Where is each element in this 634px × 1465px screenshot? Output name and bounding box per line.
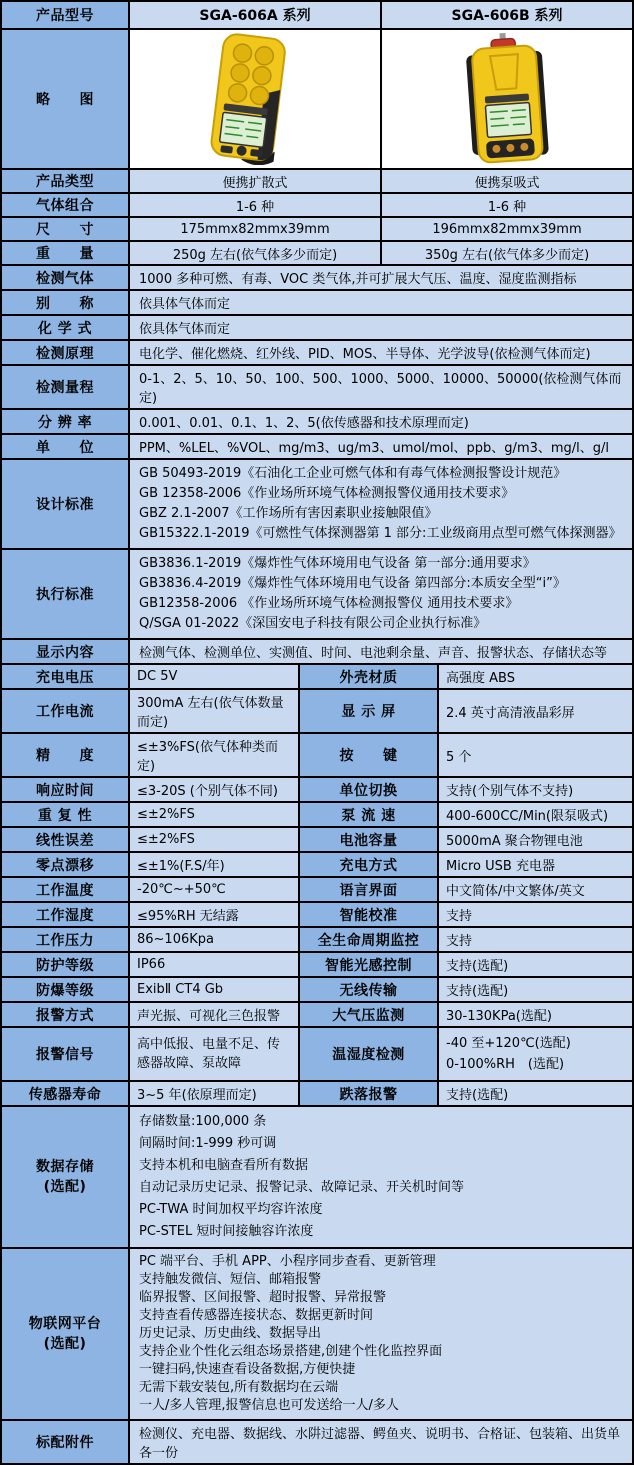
iot-line: 临界报警、区间报警、超时报警、异常报警: [139, 1290, 387, 1305]
row-value: 依具体气体而定: [130, 316, 632, 339]
row-label: 气体组合: [2, 194, 130, 216]
spec-row-working-humidity: [2, 903, 632, 928]
spec-row-resolution: [2, 410, 632, 435]
row-value-b: 196mmx82mmx39mm: [382, 218, 632, 240]
row-label: 智能校准: [300, 903, 439, 926]
spec-row-product-type: [2, 170, 632, 194]
row-value-a: 便携扩散式: [130, 170, 382, 192]
label-line: 物联网平台: [28, 1316, 102, 1332]
row-value: 86~106Kpa: [130, 928, 300, 951]
row-label: 尺 寸: [2, 218, 130, 240]
row-label: 标配附件: [2, 1421, 130, 1463]
data-storage-list: [130, 1107, 632, 1247]
spec-row-repeatability: [2, 803, 632, 828]
row-label: 大气压监测: [300, 1003, 439, 1026]
header-series-b: SGA-606B 系列: [382, 2, 632, 28]
standard-line: GBZ 2.1-2007《工作场所有害因素职业接触限值》: [139, 506, 438, 521]
spec-row-design-standards: [2, 460, 632, 550]
spec-row-alarm-signal: [2, 1028, 632, 1082]
row-label: 报警方式: [2, 1003, 130, 1026]
row-value: 1000 多种可燃、有毒、VOC 类气体,并可扩展大气压、温度、湿度监测指标: [130, 266, 632, 289]
row-label: 按 键: [300, 734, 439, 776]
row-label: [2, 1249, 130, 1419]
iot-line: PC 端平台、手机 APP、小程序同步查看、更新管理: [139, 1254, 436, 1269]
row-label: 工作压力: [2, 928, 130, 951]
row-label: 线性误差: [2, 828, 130, 851]
row-value: 3~5 年(依原理而定): [130, 1082, 300, 1105]
row-value: Micro USB 充电器: [439, 853, 632, 876]
row-value-b: 350g 左右(依气体多少而定): [382, 242, 632, 264]
row-value: 高中低报、电量不足、传感器故障、泵故障: [130, 1028, 300, 1080]
spec-row-accuracy: [2, 734, 632, 778]
row-value: 支持(选配): [439, 1082, 632, 1105]
row-value-a: 250g 左右(依气体多少而定): [130, 242, 382, 264]
row-value: ≤±3%FS(依气体种类而定): [130, 734, 300, 776]
row-label: 温湿度检测: [300, 1028, 439, 1080]
row-label: 单位切换: [300, 778, 439, 801]
row-label: 传感器寿命: [2, 1082, 130, 1105]
row-value: 检测仪、充电器、数据线、水阱过滤器、鳄鱼夹、说明书、合格证、包装箱、出货单各一份: [130, 1421, 632, 1463]
spec-row-iot-platform: [2, 1249, 632, 1421]
spec-row-detection-principle: [2, 341, 632, 366]
row-value-b: 便携泵吸式: [382, 170, 632, 192]
row-value: -20℃~+50℃: [130, 878, 300, 901]
iot-platform-list: [130, 1249, 632, 1419]
product-image-b-cell: [382, 30, 632, 168]
row-value: ≤95%RH 无结露: [130, 903, 300, 926]
row-label: 外壳材质: [300, 665, 439, 688]
spec-row-gas-combination: [2, 194, 632, 218]
row-value: 5000mA 聚合物锂电池: [439, 828, 632, 851]
row-value: PPM、%LEL、%VOL、mg/m3、ug/m3、umol/mol、ppb、g/m3、mg/l、g/l: [130, 435, 632, 458]
standard-line: GB12358-2006 《作业场所环境气体检测报警仪 通用技术要求》: [139, 596, 519, 611]
standard-line: Q/SGA 01-2022《深国安电子科技有限公司企业执行标准》: [139, 616, 487, 631]
row-value: 中文简体/中文繁体/英文: [439, 878, 632, 901]
spec-row-linearity-error: [2, 828, 632, 853]
spec-row-protection-rating: [2, 953, 632, 978]
row-value: 30-130KPa(选配): [439, 1003, 632, 1026]
row-label: 泵 流 速: [300, 803, 439, 826]
row-value: ≤±2%FS: [130, 828, 300, 851]
header-series-a: SGA-606A 系列: [130, 2, 382, 28]
row-value-b: 1-6 种: [382, 194, 632, 216]
spec-row-response-time: [2, 778, 632, 803]
row-value: IP66: [130, 953, 300, 976]
spec-row-alarm-mode: [2, 1003, 632, 1028]
iot-line: 无需下载安装包,所有数据均在云端: [139, 1380, 339, 1395]
row-label: 防护等级: [2, 953, 130, 976]
row-value: [439, 1028, 632, 1080]
row-label: 别 称: [2, 291, 130, 314]
iot-line: 一人/多人管理,报警信息也可发送给一人/多人: [139, 1398, 399, 1413]
row-label: 语言界面: [300, 878, 439, 901]
spec-row-accessories: [2, 1421, 632, 1463]
row-label: 产品类型: [2, 170, 130, 192]
spec-row-working-current: [2, 690, 632, 734]
row-value: 支持(选配): [439, 953, 632, 976]
row-label: 重 量: [2, 242, 130, 264]
spec-row-charge-voltage: [2, 665, 632, 690]
row-value: DC 5V: [130, 665, 300, 688]
row-value: 300mA 左右(依气体数量而定): [130, 690, 300, 732]
value-line: -40 至+120℃(选配): [446, 1036, 571, 1051]
spec-row-exec-standards: [2, 550, 632, 640]
storage-line: PC-TWA 时间加权平均容许浓度: [139, 1202, 323, 1217]
spec-row-detection-range: [2, 366, 632, 410]
row-label: 跌落报警: [300, 1082, 439, 1105]
row-value: 5 个: [439, 734, 632, 776]
design-standards-list: [130, 460, 632, 548]
row-label: 充电电压: [2, 665, 130, 688]
row-label: 化 学 式: [2, 316, 130, 339]
standard-line: GB3836.1-2019《爆炸性气体环境用电气设备 第一部分:通用要求》: [139, 556, 536, 571]
spec-row-display-content: [2, 640, 632, 665]
row-value: 声光振、可视化三色报警: [130, 1003, 300, 1026]
spec-row-sensor-life: [2, 1082, 632, 1107]
row-value: 支持(个别气体不支持): [439, 778, 632, 801]
row-label: 分 辨 率: [2, 410, 130, 433]
row-label: 电池容量: [300, 828, 439, 851]
iot-line: 支持企业个性化云组态场景搭建,创建个性化监控界面: [139, 1344, 443, 1359]
spec-row-weight: [2, 242, 632, 266]
row-value: ≤±2%FS: [130, 803, 300, 826]
gas-detector-b-image: [397, 33, 617, 165]
row-value: 0-1、2、5、10、50、100、500、1000、5000、10000、50000(依检测气体而定): [130, 366, 632, 408]
row-label: 响应时间: [2, 778, 130, 801]
row-value: 支持: [439, 903, 632, 926]
row-label: 报警信号: [2, 1028, 130, 1080]
row-label: 检测原理: [2, 341, 130, 364]
row-value: 支持: [439, 928, 632, 951]
spec-row-explosion-proof-rating: [2, 978, 632, 1003]
row-label: 智能光感控制: [300, 953, 439, 976]
row-label: 全生命周期监控: [300, 928, 439, 951]
row-label: 无线传输: [300, 978, 439, 1001]
row-value: 0.001、0.01、0.1、1、2、5(依传感器和技术原理而定): [130, 410, 632, 433]
row-value-a: 1-6 种: [130, 194, 382, 216]
row-value: ≤±1%(F.S/年): [130, 853, 300, 876]
row-label: 检测气体: [2, 266, 130, 289]
spec-row-zero-drift: [2, 853, 632, 878]
spec-row-working-temperature: [2, 878, 632, 903]
exec-standards-list: [130, 550, 632, 638]
label-line: (选配): [43, 1179, 87, 1195]
row-label: [2, 1107, 130, 1247]
iot-line: 支持触发微信、短信、邮箱报警: [139, 1272, 322, 1287]
iot-line: 支持查看传感器连接状态、数据更新时间: [139, 1308, 374, 1323]
row-label: 工作湿度: [2, 903, 130, 926]
standard-line: GB3836.4-2019《爆炸性气体环境用电气设备 第四部分:本质安全型“i”》: [139, 576, 566, 591]
standard-line: GB 50493-2019《石油化工企业可燃气体和有毒气体检测报警设计规范》: [139, 466, 567, 481]
row-label: 执行标准: [2, 550, 130, 638]
gas-detector-a-image: [145, 33, 365, 165]
product-image-a-cell: [130, 30, 382, 168]
row-value: ExibⅡ CT4 Gb: [130, 978, 300, 1001]
label-line: (选配): [43, 1336, 87, 1352]
label-line: 数据存储: [36, 1159, 94, 1175]
row-value: 400-600CC/Min(限泵吸式): [439, 803, 632, 826]
header-label: 产品型号: [2, 2, 130, 28]
spec-row-chemical-formula: [2, 316, 632, 341]
row-label: 零点漂移: [2, 853, 130, 876]
storage-line: PC-STEL 短时间接触容许浓度: [139, 1224, 314, 1239]
storage-line: 支持本机和电脑查看所有数据: [139, 1158, 309, 1173]
row-label: 工作温度: [2, 878, 130, 901]
image-row-label: 略 图: [2, 30, 130, 168]
row-label: 重 复 性: [2, 803, 130, 826]
table-header-row: [2, 2, 632, 30]
spec-row-working-pressure: [2, 928, 632, 953]
row-value: 支持(选配): [439, 978, 632, 1001]
standard-line: GB 12358-2006《作业场所环境气体检测报警仪通用技术要求》: [139, 486, 515, 501]
row-label: 充电方式: [300, 853, 439, 876]
row-value-a: 175mmx82mmx39mm: [130, 218, 382, 240]
standard-line: GB15322.1-2019《可燃性气体探测器第 1 部分:工业级商用点型可燃气体探测器》: [139, 526, 622, 541]
row-value: 依具体气体而定: [130, 291, 632, 314]
spec-row-alias: [2, 291, 632, 316]
row-label: 工作电流: [2, 690, 130, 732]
storage-line: 存储数量:100,000 条: [139, 1114, 267, 1129]
value-line: 0-100%RH (选配): [446, 1057, 565, 1072]
row-label: 显示内容: [2, 640, 130, 663]
storage-line: 间隔时间:1-999 秒可调: [139, 1136, 277, 1151]
row-label: 设计标准: [2, 460, 130, 548]
row-value: 检测气体、检测单位、实测值、时间、电池剩余量、声音、报警状态、存储状态等: [130, 640, 632, 663]
image-row: [2, 30, 632, 170]
row-label: 检测量程: [2, 366, 130, 408]
row-value: 电化学、催化燃烧、红外线、PID、MOS、半导体、光学波导(依检测气体而定): [130, 341, 632, 364]
iot-line: 一键扫码,快速查看设备数据,方便快捷: [139, 1362, 356, 1377]
row-label: 精 度: [2, 734, 130, 776]
row-label: 单 位: [2, 435, 130, 458]
spec-row-detected-gases: [2, 266, 632, 291]
spec-row-units: [2, 435, 632, 460]
row-label: 防爆等级: [2, 978, 130, 1001]
row-value: 高强度 ABS: [439, 665, 632, 688]
storage-line: 自动记录历史记录、报警记录、故障记录、开关机时间等: [139, 1180, 465, 1195]
row-label: 显 示 屏: [300, 690, 439, 732]
iot-line: 历史记录、历史曲线、数据导出: [139, 1326, 322, 1341]
spec-row-data-storage: [2, 1107, 632, 1249]
spec-row-dimensions: [2, 218, 632, 242]
row-value: 2.4 英寸高清液晶彩屏: [439, 690, 632, 732]
row-value: ≤3-20S (个别气体不同): [130, 778, 300, 801]
